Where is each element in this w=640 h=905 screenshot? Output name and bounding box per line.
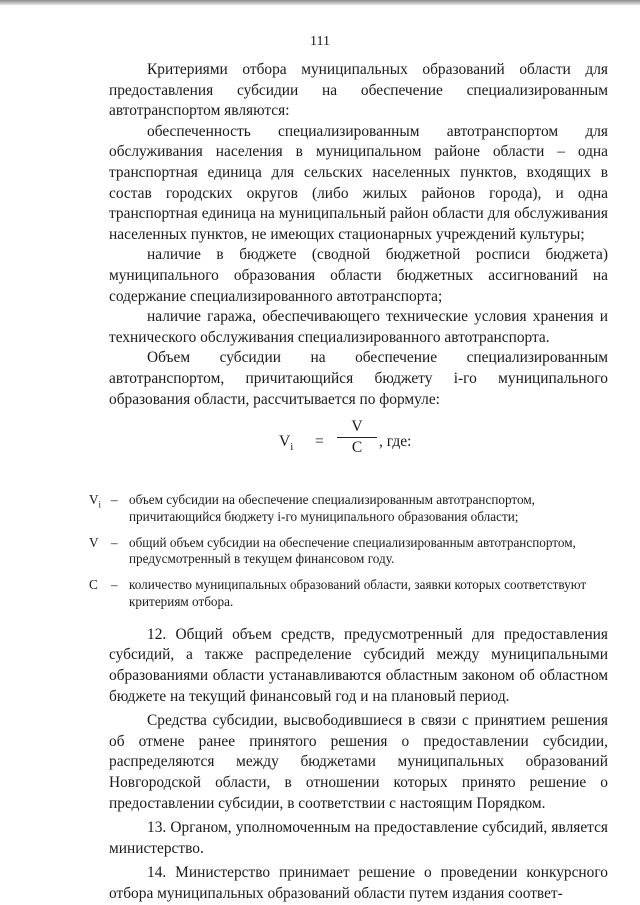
- definition-item: [89, 492, 608, 526]
- paragraph-item-14: 14. Министерство принимает решение о проведении конкурсного отбора муниципальных образований области путем издания соответ-: [109, 864, 608, 902]
- formula-fraction: [337, 418, 377, 458]
- definition-item: [89, 577, 608, 611]
- formula-equals: =: [315, 433, 324, 451]
- formula-denominator: C: [351, 439, 363, 457]
- paragraph-item-12: 12. Общий объем средств, предусмотренный для предоставления субсидий, а также распределение субсидий между муниципальными образованиями области устанавливаются областным законом об областном бюджете на текущий финансовый год и на плановый период.: [109, 625, 608, 705]
- definitions-list: [89, 492, 608, 611]
- definition-text: объем субсидии на обеспечение специализированным автотранспортом, причитающийся бюджету i-го муниципального образования области;: [129, 492, 535, 524]
- scan-top-edge: [0, 0, 640, 5]
- paragraph-criteria-1: обеспеченность специализированным автотранспортом для обслуживания населения в муниципальном районе области – одна транспортная единица для сельских населенных пунктов, входящих в состав городских округов (либо жилых районов города), и одна транспортная единица на муниципальный район области для обслуживания населенных пунктов, не имеющих стационарных учреждений культуры;: [109, 122, 608, 243]
- formula: [109, 410, 608, 474]
- paragraph-item-13: 13. Органом, уполномоченным на предоставление субсидий, является министерство.: [109, 819, 608, 857]
- paragraph-subsidy-redistribution: Средства субсидии, высвободившиеся в связи с принятием решения об отмене ранее принятого решения о предоставлении субсидии, распределяются между бюджетами муниципальных образований Новгородской области, в отношении которых принято решение о предоставлении субсидии, в соответствии с настоящим Порядком.: [109, 712, 608, 812]
- paragraph-criteria-intro: Критериями отбора муниципальных образований области для предоставления субсидии на обеспечение специализированным автотранспортом являются:: [109, 61, 608, 120]
- definition-dash: –: [111, 492, 118, 508]
- definition-text: общий объем субсидии на обеспечение специализированным автотранспортом, предусмотренный в текущем финансовом году.: [129, 534, 576, 567]
- definition-dash: –: [111, 577, 118, 593]
- formula-numerator: V: [337, 418, 377, 438]
- definition-text: количество муниципальных образований области, заявки которых соответствуют критериям отбора.: [129, 577, 587, 610]
- formula-lhs: $V_i$: [279, 433, 294, 454]
- definition-symbol: C: [89, 577, 98, 593]
- definition-symbol: $V_i$: [89, 492, 102, 510]
- definition-symbol: V: [89, 534, 99, 550]
- document-body: [89, 60, 608, 905]
- paragraph-subsidy-volume: Объем субсидии на обеспечение специализированным автотранспортом, причитающийся бюджету i-го муниципального образования области, рассчитывается по формуле:: [109, 349, 608, 408]
- formula-suffix: , где:: [379, 433, 412, 451]
- definition-item: [89, 535, 608, 569]
- definition-dash: –: [111, 534, 118, 550]
- paragraph-criteria-2: наличие в бюджете (сводной бюджетной росписи бюджета) муниципального образования области бюджетных ассигнований на содержание специализированного автотранспорта;: [109, 246, 608, 305]
- paragraph-criteria-3: наличие гаража, обеспечивающего технические условия хранения и технического обслуживания специализированного автотранспорта.: [109, 308, 608, 346]
- page-number: 111: [310, 34, 330, 49]
